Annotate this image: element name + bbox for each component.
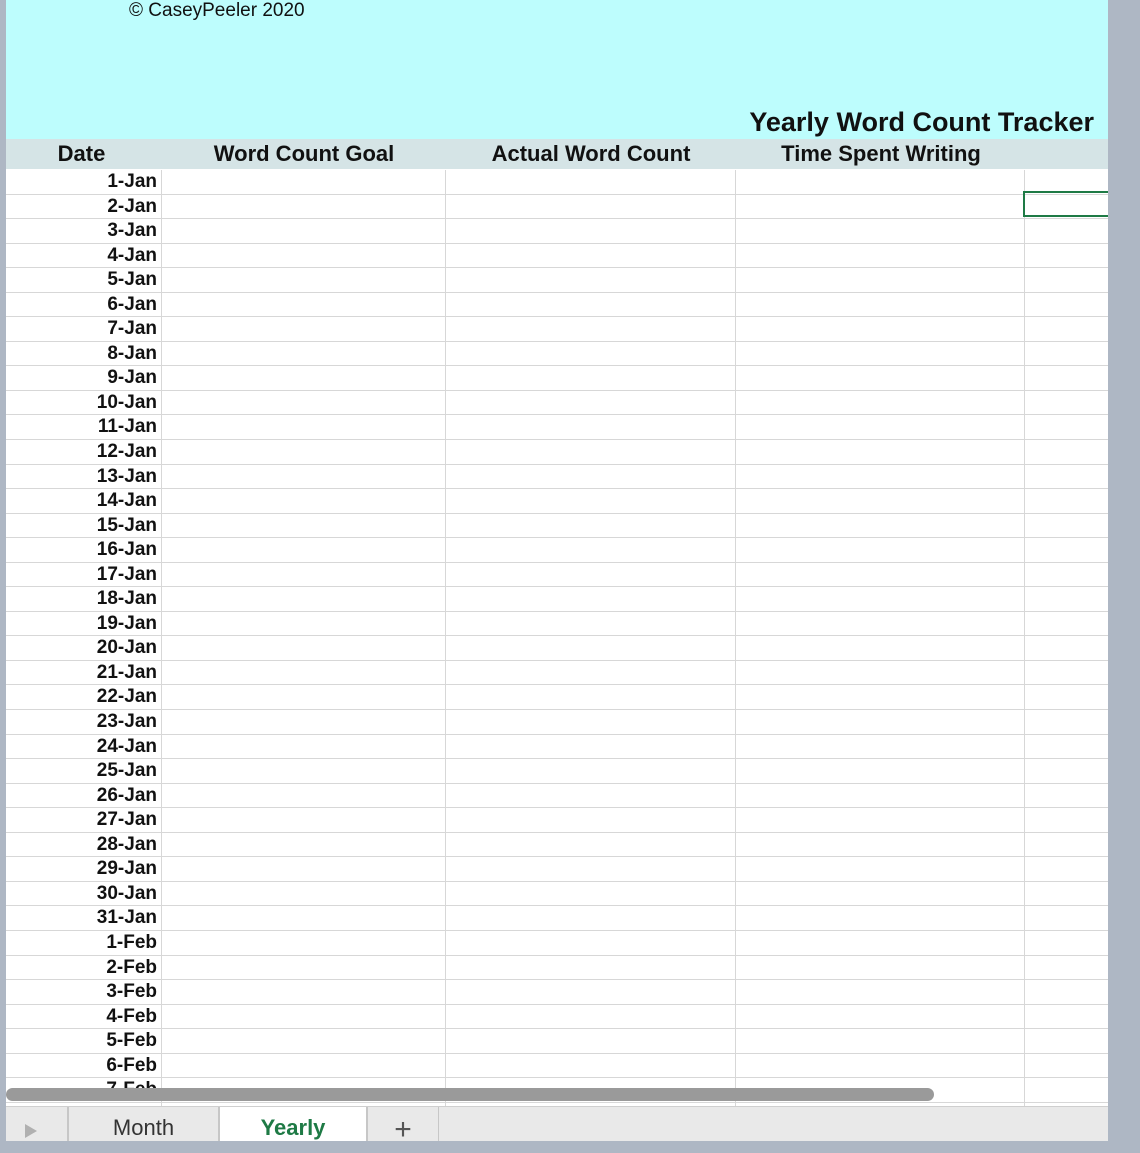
column-divider [1024,170,1025,1106]
date-cell[interactable]: 12-Jan [96,441,157,463]
table-row[interactable] [6,195,1108,220]
table-row[interactable] [6,465,1108,490]
table-row[interactable] [6,366,1108,391]
table-row[interactable] [6,808,1108,833]
date-cell[interactable]: 3-Jan [107,220,157,242]
date-cell[interactable]: 6-Jan [107,293,157,315]
date-cell[interactable]: 7-Jan [107,318,157,340]
date-cell[interactable]: 24-Jan [96,735,157,757]
date-cell[interactable]: 2-Jan [107,195,157,217]
date-cell[interactable]: 1-Jan [107,171,157,192]
column-header-row [6,139,1108,169]
table-row[interactable] [6,170,1108,195]
date-cell[interactable]: 15-Jan [96,514,157,536]
date-cell[interactable]: 28-Jan [96,833,157,855]
table-row[interactable] [6,587,1108,612]
table-row[interactable] [6,906,1108,931]
date-rows [6,170,1108,1103]
date-cell[interactable]: 25-Jan [96,760,157,782]
tab-month[interactable]: Month [68,1107,219,1141]
table-row[interactable] [6,882,1108,907]
add-sheet-button[interactable]: + [367,1107,439,1141]
table-row[interactable] [6,391,1108,416]
table-row[interactable] [6,735,1108,760]
date-cell[interactable]: 20-Jan [96,637,157,659]
sheet-title: Yearly Word Count Tracker [749,107,1094,137]
table-row[interactable] [6,685,1108,710]
date-cell[interactable]: 26-Jan [96,784,157,806]
table-row[interactable] [6,415,1108,440]
date-cell[interactable]: 5-Jan [107,269,157,291]
date-cell[interactable]: 4-Jan [107,244,157,266]
date-cell[interactable]: 19-Jan [96,612,157,634]
column-divider [161,170,162,1106]
copyright-text: © CaseyPeeler 2020 [129,0,305,21]
table-row[interactable] [6,956,1108,981]
table-row[interactable] [6,538,1108,563]
date-cell[interactable]: 18-Jan [96,588,157,610]
tab-yearly[interactable]: Yearly [219,1107,367,1141]
table-row[interactable] [6,219,1108,244]
date-cell[interactable]: 22-Jan [96,686,157,708]
table-row[interactable] [6,759,1108,784]
table-row[interactable] [6,342,1108,367]
header-date: Date [57,141,106,166]
table-row[interactable] [6,661,1108,686]
date-cell[interactable]: 1-Feb [106,931,157,953]
column-divider [735,170,736,1106]
table-row[interactable] [6,784,1108,809]
header-word-count-goal: Word Count Goal [213,141,395,166]
date-cell[interactable]: 29-Jan [96,858,157,880]
column-divider [445,170,446,1106]
sheet-tab-bar [6,1106,1108,1146]
date-cell[interactable]: 27-Jan [96,809,157,831]
date-cell[interactable]: 2-Feb [106,956,157,978]
date-cell[interactable]: 14-Jan [96,490,157,512]
table-row[interactable] [6,317,1108,342]
table-row[interactable] [6,268,1108,293]
table-row[interactable] [6,636,1108,661]
date-cell[interactable]: 23-Jan [96,711,157,733]
table-row[interactable] [6,931,1108,956]
horizontal-scrollbar[interactable] [6,1088,934,1101]
date-cell[interactable]: 5-Feb [106,1030,157,1052]
date-cell[interactable]: 13-Jan [96,465,157,487]
date-cell[interactable]: 3-Feb [106,981,157,1003]
date-cell[interactable]: 9-Jan [107,367,157,389]
table-row[interactable] [6,833,1108,858]
header-banner [6,0,1108,139]
table-row[interactable] [6,489,1108,514]
table-row[interactable] [6,514,1108,539]
date-cell[interactable]: 31-Jan [96,907,157,929]
selected-cell[interactable] [1023,191,1108,217]
table-row[interactable] [6,293,1108,318]
sheet-nav-button[interactable] [6,1107,68,1141]
date-cell[interactable]: 30-Jan [96,882,157,904]
table-row[interactable] [6,563,1108,588]
table-row[interactable] [6,980,1108,1005]
table-row[interactable] [6,710,1108,735]
play-triangle-icon [24,1123,38,1139]
date-cell[interactable]: 17-Jan [96,563,157,585]
header-actual-word-count: Actual Word Count [491,141,691,166]
table-row[interactable] [6,857,1108,882]
date-cell[interactable]: 21-Jan [96,661,157,683]
date-cell[interactable]: 8-Jan [107,342,157,364]
table-row[interactable] [6,440,1108,465]
table-row[interactable] [6,1054,1108,1079]
date-cell[interactable]: 16-Jan [96,539,157,561]
date-cell[interactable]: 10-Jan [96,391,157,413]
table-row[interactable] [6,1029,1108,1054]
table-row[interactable] [6,1005,1108,1030]
date-cell[interactable]: 6-Feb [106,1054,157,1076]
date-cell[interactable]: 11-Jan [97,416,157,438]
table-row[interactable] [6,244,1108,269]
header-time-spent-writing: Time Spent Writing [781,141,981,166]
date-cell[interactable]: 4-Feb [106,1005,157,1027]
table-row[interactable] [6,612,1108,637]
spreadsheet-grid[interactable] [6,0,1108,1106]
